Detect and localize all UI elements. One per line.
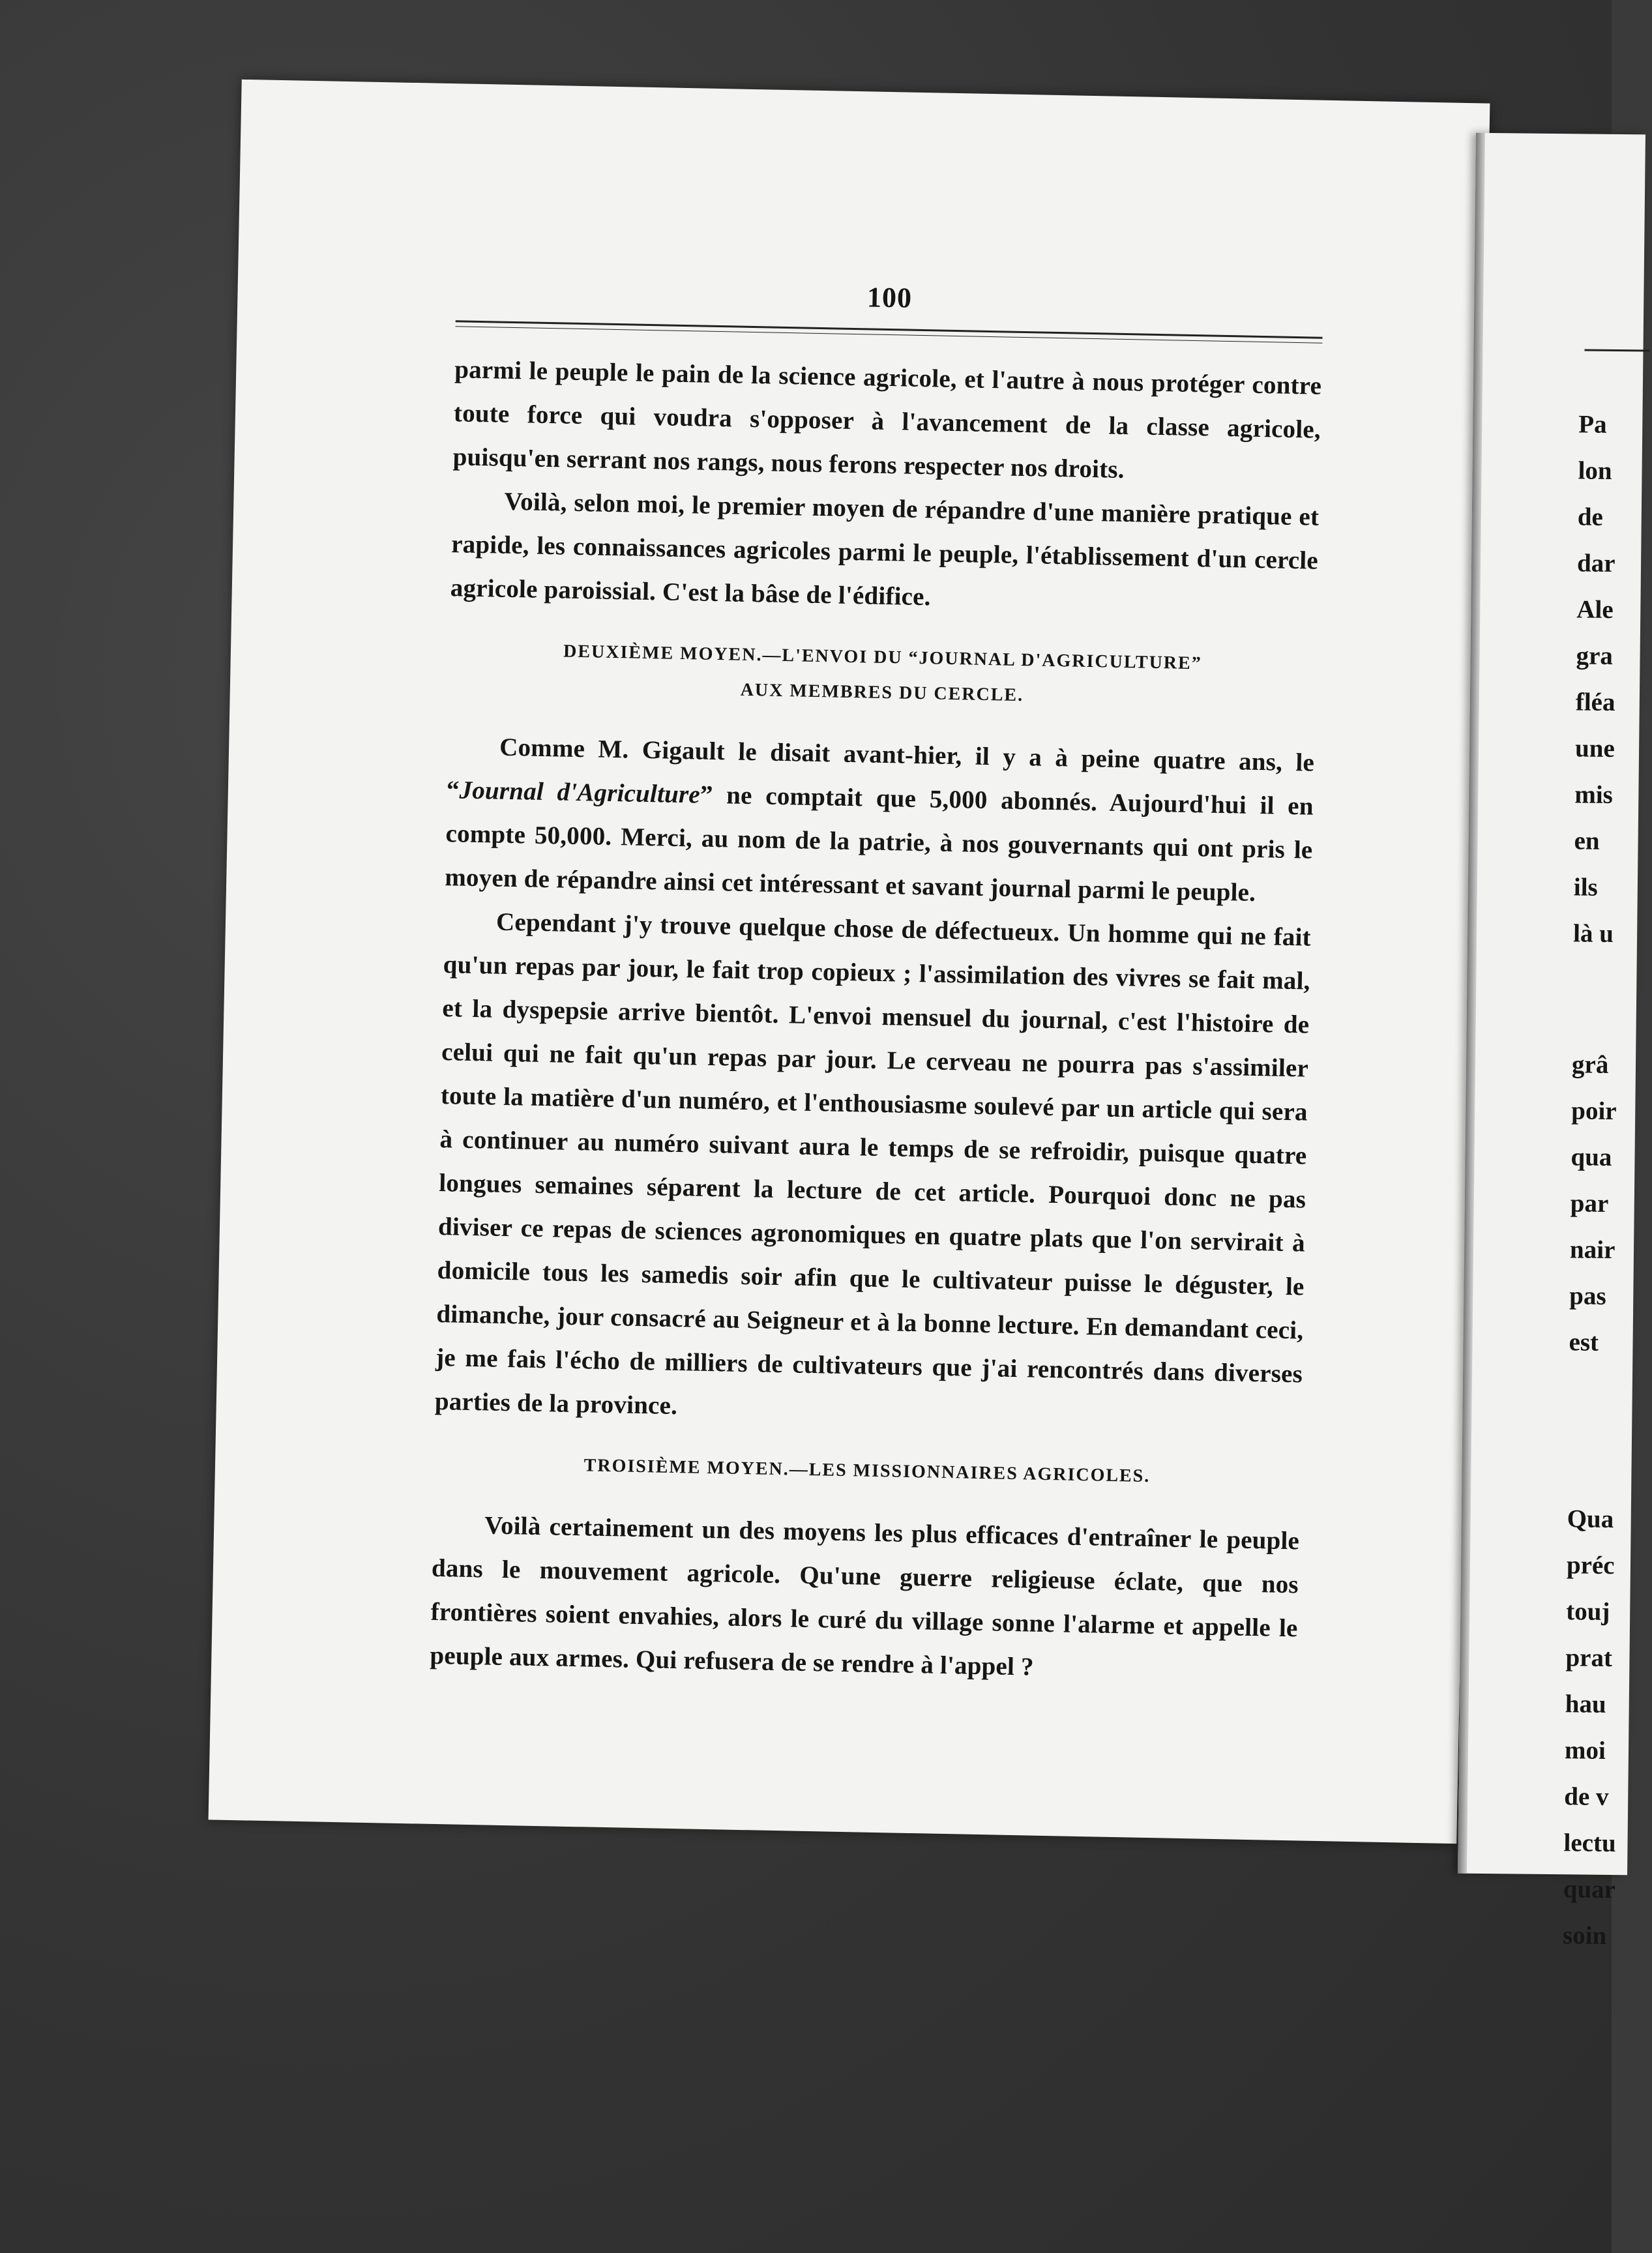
section-heading-troisieme [434,1445,1301,1497]
right-line: poir [1571,1097,1617,1126]
page-number: 100 [866,281,913,314]
section-heading-line: TROISIÈME MOYEN.—LES MISSIONNAIRES AGRICOLES. [583,1455,1151,1487]
right-line: moi [1564,1736,1606,1765]
right-line: qua [1571,1143,1612,1171]
body-text [430,347,1322,1694]
right-line: quar [1563,1875,1616,1904]
right-line: est [1569,1328,1599,1357]
right-line: pas [1569,1282,1606,1310]
paragraph-2: Voilà, selon moi, le premier moyen de répandre d'une manière pratique et rapide, les connaissances agricoles parmi le peuple, l'établissement d'un cercle agricole paroissial. C'est la bâse de l'édifice. [450,487,1320,611]
section-heading-deuxieme [449,632,1317,719]
right-line: lon [1578,456,1612,485]
right-line: Qua [1567,1505,1614,1534]
right-line: en [1574,827,1600,855]
right-line: dar [1576,549,1615,578]
right-line: mis [1574,780,1614,809]
section-heading-line-1: DEUXIÈME MOYEN.—L'ENVOI DU “JOURNAL D'AGRICULTURE” [563,641,1203,674]
right-line: par [1570,1189,1609,1218]
right-line: une [1574,734,1615,763]
right-line: grâ [1571,1050,1609,1079]
right-line: de v [1564,1782,1609,1811]
paragraph-5: Voilà certainement un des moyens les plus efficaces d'entraîner le peuple dans le mouvement agricole. Qu'une guerre religieuse éclate, que nos frontières soient envahies, alors le curé du village sonne l'alarme et appelle le peuple aux armes. Qui refusera de se rendre à l'appel ? [430,1511,1300,1681]
right-line: de [1577,503,1604,531]
paragraph-4: Cependant j'y trouve quelque chose de défectueux. Un homme qui ne fait qu'un repas par jour, le fait trop copieux ; l'assimilation des vivres se fait mal, et la dyspepsie arrive bientôt. L'envoi mensuel du journal, c'est l'histoire de celui qui ne fait qu'un repas par jour. Le cerveau ne pourra pas s'assimiler toute la matière d'un numéro, et l'enthousiasme soulevé par un article qui sera à continuer au numéro suivant aura le temps de se refroidir, puisque quatre longues semaines séparent la lecture de cet article. Pourquoi donc ne pas diviser ce repas de sciences agronomiques en quatre plats que l'on servirait à domicile tous les samedis soir afin que le cultivateur puisse le déguster, le dimanche, jour consacré au Seigneur et à la bonne lecture. En demandant ceci, je me fais l'écho de milliers de cultivateurs que j'ai rencontrés dans diverses parties de la province. [434,907,1312,1421]
page-content [430,272,1323,1694]
right-line: Ale [1576,595,1614,624]
paragraph-3-end: ” ne comptait que 5,000 abonnés. Aujourd'hui il en compte 50,000. Merci, au nom de la patrie, à nos gouvernants qui ont pris le moyen de répandre ainsi cet intéressant et savant journal parmi le peuple. [444,780,1314,907]
right-header-rule [1584,349,1649,351]
journal-title: Journal d'Agriculture [459,776,701,809]
right-gap [1572,956,1625,1042]
paragraph-3-start: Comme M. Gigault le disait avant-hier, il y a à peine quatre ans, le “ [446,733,1315,804]
right-page-edge [1458,133,1645,1950]
right-line: Pa [1578,410,1607,439]
right-line: lectu [1563,1829,1616,1858]
right-line: soin [1562,1921,1607,1950]
section-heading-line-2: AUX MEMBRES DU CERCLE. [740,679,1024,706]
right-page-text [1563,401,1631,1959]
right-line: fléa [1575,688,1615,716]
right-line: nair [1569,1235,1615,1265]
paragraph-1: parmi le peuple le pain de la science agricole, et l'autre à nous protéger contre toute force qui voudra s'opposer à l'avancement de la classe agricole, puisqu'en serrant nos rangs, nous ferons respecter nos droits. [452,355,1322,484]
right-line: ils [1573,873,1598,902]
right-line: préc [1566,1551,1615,1580]
header-rule [456,320,1323,339]
right-gap [1567,1365,1621,1496]
right-line: là u [1572,919,1614,948]
right-line: prat [1565,1643,1613,1673]
left-page [209,80,1490,1844]
right-line: hau [1565,1690,1606,1718]
right-line: touj [1566,1597,1610,1626]
paragraph-3 [445,724,1315,915]
right-line: gra [1576,641,1614,670]
